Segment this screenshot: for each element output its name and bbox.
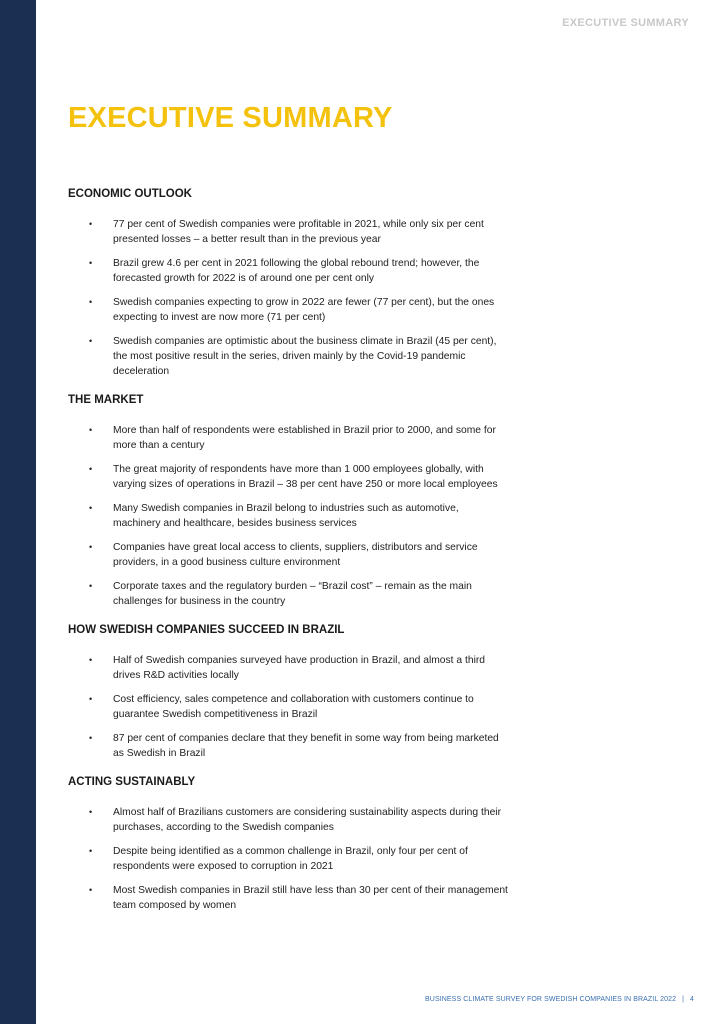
bullet-text: Swedish companies are optimistic about the business climate in Brazil (45 per cent), the most positive result in the series, driven mainly by the Covid-19 pandemic deceleration <box>113 336 497 377</box>
section-heading: ECONOMIC OUTLOOK <box>68 188 192 200</box>
bullet-text: Many Swedish companies in Brazil belong to industries such as automotive, machinery and healthcare, besides business services <box>113 503 459 529</box>
running-header: EXECUTIVE SUMMARY <box>562 17 689 29</box>
bullet-icon: • <box>89 219 93 229</box>
bullet-text: More than half of respondents were established in Brazil prior to 2000, and some for more than a century <box>113 425 496 451</box>
footer-title: BUSINESS CLIMATE SURVEY FOR SWEDISH COMPANIES IN BRAZIL 2022 <box>425 996 677 1003</box>
list-item <box>68 844 508 874</box>
bullet-text: Half of Swedish companies surveyed have production in Brazil, and almost a third drives R&D activities locally <box>113 655 486 681</box>
bullet-icon: • <box>89 846 93 856</box>
bullet-text: Corporate taxes and the regulatory burden – “Brazil cost” – remain as the main challenges for business in the country <box>113 581 472 607</box>
bullet-text: Brazil grew 4.6 per cent in 2021 following the global rebound trend; however, the forecasted growth for 2022 is of around one per cent only <box>113 258 480 284</box>
page-number: 4 <box>690 996 694 1003</box>
list-item <box>68 462 508 492</box>
bullet-icon: • <box>89 733 93 743</box>
bullet-text: Almost half of Brazilians customers are considering sustainability aspects during their purchases, according to the Swedish companies <box>113 807 502 833</box>
section-heading: THE MARKET <box>68 394 144 406</box>
bullet-text: Cost efficiency, sales competence and collaboration with customers continue to guarantee Swedish competitiveness in Brazil <box>113 694 474 720</box>
bullet-icon: • <box>89 694 93 704</box>
footer-separator: | <box>682 996 684 1003</box>
bullet-text: 77 per cent of Swedish companies were profitable in 2021, while only six per cent presented losses – a better result than in the previous year <box>113 219 484 245</box>
list-item <box>68 692 508 722</box>
bullet-icon: • <box>89 258 93 268</box>
list-item <box>68 540 508 570</box>
list-item <box>68 731 508 761</box>
sidebar-band <box>0 0 36 1024</box>
list-item <box>68 653 508 683</box>
bullet-icon: • <box>89 425 93 435</box>
bullet-text: Swedish companies expecting to grow in 2022 are fewer (77 per cent), but the ones expecting to invest are now more (71 per cent) <box>113 297 495 323</box>
bullet-text: Despite being identified as a common challenge in Brazil, only four per cent of respondents were exposed to corruption in 2021 <box>113 846 468 872</box>
list-item <box>68 883 508 913</box>
bullet-text: The great majority of respondents have more than 1 000 employees globally, with varying sizes of operations in Brazil – 38 per cent have 250 or more local employees <box>113 464 498 490</box>
list-item <box>68 423 508 453</box>
list-item <box>68 501 508 531</box>
section-heading: ACTING SUSTAINABLY <box>68 776 196 788</box>
list-item <box>68 579 508 609</box>
page-footer <box>425 996 694 1003</box>
section-the-market <box>68 394 508 609</box>
list-item <box>68 217 508 247</box>
list-item <box>68 805 508 835</box>
bullet-icon: • <box>89 885 93 895</box>
section-economic-outlook <box>68 188 508 379</box>
bullet-icon: • <box>89 464 93 474</box>
bullet-list <box>68 653 508 761</box>
bullet-icon: • <box>89 581 93 591</box>
bullet-list <box>68 423 508 609</box>
section-how-swedish-companies-succeed <box>68 624 508 761</box>
bullet-list <box>68 805 508 913</box>
list-item <box>68 334 508 379</box>
section-acting-sustainably <box>68 776 508 913</box>
bullet-icon: • <box>89 807 93 817</box>
list-item <box>68 295 508 325</box>
section-heading: HOW SWEDISH COMPANIES SUCCEED IN BRAZIL <box>68 624 345 636</box>
bullet-icon: • <box>89 336 93 346</box>
page-title: EXECUTIVE SUMMARY <box>68 102 393 134</box>
list-item <box>68 256 508 286</box>
bullet-icon: • <box>89 503 93 513</box>
bullet-text: 87 per cent of companies declare that they benefit in some way from being marketed as Swedish in Brazil <box>113 733 499 759</box>
bullet-list <box>68 217 508 379</box>
bullet-text: Most Swedish companies in Brazil still have less than 30 per cent of their management team composed by women <box>113 885 508 911</box>
bullet-icon: • <box>89 297 93 307</box>
bullet-icon: • <box>89 655 93 665</box>
summary-content <box>68 188 508 928</box>
bullet-icon: • <box>89 542 93 552</box>
bullet-text: Companies have great local access to clients, suppliers, distributors and service providers, in a good business culture environment <box>113 542 478 568</box>
